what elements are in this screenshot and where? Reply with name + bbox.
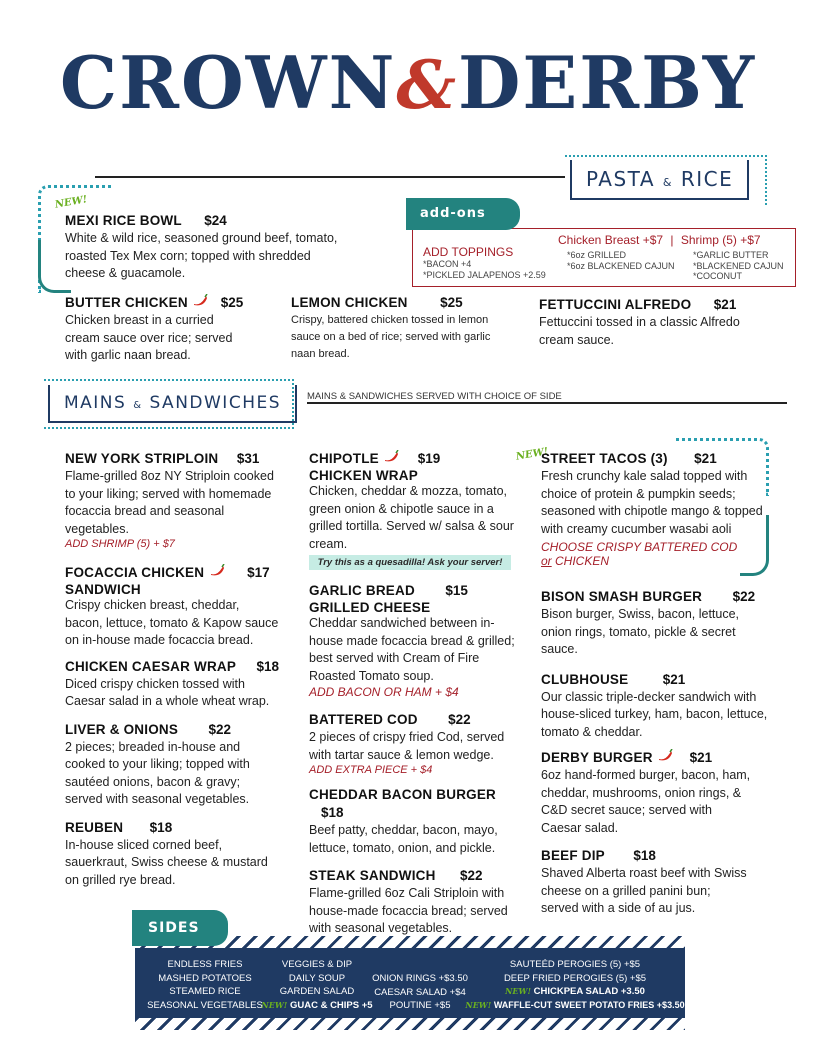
divider	[95, 176, 565, 178]
item-price: $22	[732, 589, 756, 604]
menu-item	[309, 450, 524, 570]
item-addon: ADD BACON OR HAM + $4	[309, 685, 459, 699]
shrimp-option: *GARLIC BUTTER	[693, 250, 769, 260]
item-name: CLUBHOUSE	[541, 671, 629, 687]
menu-item	[541, 749, 769, 837]
item-price: $25	[220, 295, 244, 310]
addons-toppings	[423, 245, 546, 280]
item-price: $21	[713, 297, 737, 312]
item-name: GARLIC BREAD	[309, 583, 415, 598]
item-description: Chicken breast in a curried cream sauce over rice; served with garlic naan bread.	[65, 313, 233, 362]
side-item: STEAMED RICE	[169, 986, 241, 997]
sides-panel	[135, 948, 685, 1018]
item-name: STEAK SANDWICH	[309, 868, 436, 883]
side-item: MASHED POTATOES	[158, 972, 252, 984]
menu-item	[291, 294, 511, 363]
chili-pepper-icon	[657, 749, 673, 762]
side-item: POUTINE +$5	[389, 1000, 451, 1011]
item-price: $21	[689, 750, 713, 765]
item-description: 6oz hand-formed burger, bacon, ham, cheddar, mushrooms, onion rings, & C&D secret sauce; served with Caesar salad.	[541, 768, 751, 835]
menu-item	[309, 867, 524, 938]
new-badge: NEW!	[515, 446, 550, 463]
menu-item	[65, 294, 285, 365]
chicken-option: *6oz GRILLED	[567, 250, 627, 260]
shrimp-option: *COCONUT	[693, 271, 742, 281]
item-description: Chicken, cheddar & mozza, tomato, green onion & chipotle sauce in a grilled tortilla. Served w/ salsa & sour cream.	[309, 484, 514, 551]
item-name-line2: CHICKEN WRAP	[309, 468, 418, 483]
item-name-line2: GRILLED CHEESE	[309, 600, 431, 615]
item-price: $15	[445, 583, 468, 598]
item-price: $22	[208, 721, 232, 737]
addon-or: or	[541, 554, 552, 568]
toppings-title: ADD TOPPINGS	[423, 245, 514, 259]
item-name: REUBEN	[65, 819, 124, 835]
menu-item	[541, 671, 769, 742]
item-name: BUTTER CHICKEN	[65, 295, 188, 310]
menu-item	[65, 450, 280, 550]
item-description: Bison burger, Swiss, bacon, lettuce, onion rings, tomato, pickle & secret sauce.	[541, 607, 740, 656]
item-price: $18	[321, 805, 344, 820]
separator: |	[670, 233, 674, 247]
side-item: SEASONAL VEGETABLES	[147, 999, 263, 1011]
menu-item	[541, 847, 769, 918]
new-badge: NEW!	[54, 194, 89, 211]
item-description: Beef patty, cheddar, bacon, mayo, lettuce, tomato, onion, and pickle.	[309, 823, 498, 855]
item-name: BISON SMASH BURGER	[541, 589, 703, 604]
heading-text: MAINS	[64, 393, 127, 413]
shrimp-addon: Shrimp (5) +$7	[680, 233, 761, 247]
item-price: $24	[204, 213, 227, 228]
sides-column	[140, 958, 270, 1012]
logo-ampersand: &	[396, 46, 458, 124]
item-price: $18	[256, 658, 280, 674]
chicken-addon: Chicken Breast +$7	[558, 233, 664, 247]
shrimp-option: *BLACKENED CAJUN	[693, 260, 784, 271]
item-description: Our classic triple-decker sandwich with house-sliced turkey, ham, bacon, lettuce, tomato & cheddar.	[541, 689, 768, 739]
item-addon: ADD SHRIMP (5) + $7	[65, 538, 175, 550]
shrimp-options	[693, 250, 784, 282]
logo-word-right: DERBY	[457, 40, 757, 125]
heading-amp: &	[133, 400, 143, 411]
item-name: BEEF DIP	[541, 848, 605, 863]
item-name-line2: SANDWICH	[65, 582, 141, 597]
item-description: Cheddar sandwiched between in-house made focaccia bread & grilled; best served with Cream of Fire Roasted Tomato soup.	[309, 616, 515, 683]
side-item: DEEP FRIED PEROGIES (5) +$5	[503, 972, 647, 984]
item-name: CHIPOTLE	[309, 451, 379, 466]
menu-item	[65, 658, 280, 711]
menu-column-2	[309, 450, 524, 938]
item-name: FOCACCIA CHICKEN	[65, 565, 205, 580]
item-description: 2 pieces of crispy fried Cod, served with tartar sauce & lemon wedge.	[309, 730, 505, 762]
item-name: LIVER & ONIONS	[65, 721, 179, 737]
item-description: In-house sliced corned beef, sauerkraut, Swiss cheese & mustard on grilled rye bread.	[65, 837, 268, 887]
item-price: $31	[236, 451, 260, 466]
addon-line: CHICKEN	[555, 554, 610, 568]
item-price: $17	[247, 565, 270, 580]
item-price: $25	[440, 295, 463, 310]
new-badge: NEW!	[261, 999, 288, 1010]
pasta-section-heading	[570, 160, 749, 200]
item-name: FETTUCCINI ALFREDO	[539, 297, 692, 312]
side-item: VEGGIES & DIP	[281, 959, 353, 970]
menu-column-3	[541, 450, 769, 918]
item-price: $18	[633, 848, 656, 863]
item-name: CHICKEN CAESAR WRAP	[65, 658, 237, 674]
item-description: Flame-grilled 6oz Cali Striploin with house-made focaccia bread; served with seasonal vegetables.	[309, 886, 508, 935]
sides-column	[465, 958, 685, 1012]
chicken-option: *6oz BLACKENED CAJUN	[567, 260, 675, 271]
chicken-options	[567, 250, 675, 271]
item-addon: ADD EXTRA PIECE + $4	[309, 764, 433, 776]
side-item: WAFFLE-CUT SWEET POTATO FRIES +$3.50	[493, 999, 685, 1010]
item-description: Diced crispy chicken tossed with Caesar salad in a whole wheat wrap.	[65, 676, 270, 708]
item-price: $22	[448, 712, 471, 727]
heading-text: PASTA	[586, 167, 656, 191]
heading-text: SANDWICHES	[149, 393, 282, 413]
item-price: $18	[149, 819, 173, 835]
menu-item	[309, 711, 524, 776]
menu-item	[65, 212, 345, 283]
menu-item	[65, 819, 280, 890]
side-item: SAUTEÉD PEROGIES (5) +$5	[509, 959, 641, 970]
item-description: Crispy, battered chicken tossed in lemon sauce on a bed of rice; served with garlic naan bread.	[291, 314, 491, 360]
new-badge: NEW!	[505, 986, 531, 996]
addons-tab: add-ons	[406, 198, 520, 230]
addon-line: CHOOSE CRISPY BATTERED COD	[541, 540, 738, 554]
item-price: $19	[417, 451, 441, 466]
item-price: $22	[460, 868, 483, 883]
menu-item	[309, 786, 524, 857]
protein-header	[558, 233, 761, 247]
item-description: Flame-grilled 8oz NY Striploin cooked to your liking; served with homemade focaccia bread and seasonal vegetables.	[65, 469, 274, 536]
item-description: Fresh crunchy kale salad topped with choice of protein & pumpkin seeds; seasoned with chipotle mango & topped with creamy cucumber wasabi aoli	[541, 469, 763, 536]
mains-section-heading	[48, 385, 297, 423]
side-item: ENDLESS FRIES	[167, 959, 243, 970]
item-description: Fettuccini tossed in a classic Alfredo cream sauce.	[539, 315, 740, 347]
sides-column	[365, 972, 475, 1013]
item-name: NEW YORK STRIPLOIN	[65, 451, 219, 466]
side-item: DAILY SOUP	[288, 972, 346, 984]
menu-item	[539, 296, 769, 349]
sides-tab: SIDES	[132, 910, 228, 946]
chili-pepper-icon	[209, 564, 225, 577]
topping-option: *PICKLED JALAPENOS +2.59	[423, 269, 546, 280]
menu-item	[541, 450, 769, 568]
chili-pepper-icon	[383, 450, 399, 463]
mains-note: MAINS & SANDWICHES SERVED WITH CHOICE OF SIDE	[307, 391, 562, 402]
side-item: CAESAR SALAD +$4	[374, 986, 466, 998]
item-name: STREET TACOS (3)	[541, 451, 668, 466]
new-badge: NEW!	[465, 999, 492, 1010]
side-item: GUAC & CHIPS +5	[289, 999, 373, 1011]
sides-column	[257, 958, 377, 1012]
menu-item	[65, 564, 280, 650]
heading-amp: &	[662, 176, 673, 189]
item-price: $21	[694, 451, 717, 466]
logo-word-left: CROWN	[59, 40, 397, 125]
item-name: DERBY BURGER	[541, 750, 653, 765]
item-addon	[541, 540, 769, 568]
side-item-new	[465, 999, 685, 1013]
topping-option: *BACON +4	[423, 259, 472, 269]
menu-item	[309, 582, 524, 699]
stripe-border	[135, 1018, 685, 1030]
quesadilla-callout: Try this as a quesadilla! Ask your server!	[309, 555, 511, 570]
side-item: ONION RINGS +$3.50	[372, 973, 468, 984]
item-price: $21	[662, 671, 686, 687]
item-name: MEXI RICE BOWL	[65, 213, 182, 228]
item-description: White & wild rice, seasoned ground beef, tomato, roasted Tex Mex corn; topped with shredded cheese & guacamole.	[65, 231, 338, 280]
side-item: CHICKPEA SALAD +3.50	[533, 986, 645, 997]
item-description: 2 pieces; breaded in-house and cooked to your liking; topped with sautéed onions, bacon & gravy; served with seasonal vegetables.	[65, 739, 250, 806]
menu-column-1	[65, 450, 280, 889]
item-description: Shaved Alberta roast beef with Swiss cheese on a grilled panini bun; served with a side of au jus.	[541, 866, 747, 915]
side-item-new	[257, 999, 377, 1013]
item-name: LEMON CHICKEN	[291, 295, 408, 310]
side-item-new	[465, 985, 685, 999]
side-item: GARDEN SALAD	[279, 986, 355, 997]
divider	[307, 402, 787, 404]
menu-item	[541, 588, 769, 659]
heading-text: RICE	[680, 167, 734, 191]
item-description: Crispy chicken breast, cheddar, bacon, lettuce, tomato & Kapow sauce on in-house made focaccia bread.	[65, 598, 279, 647]
item-name: CHEDDAR BACON BURGER	[309, 787, 497, 802]
menu-item	[65, 721, 280, 809]
chili-pepper-icon	[192, 294, 208, 307]
restaurant-logo	[0, 40, 816, 125]
item-name: BATTERED COD	[309, 712, 418, 727]
